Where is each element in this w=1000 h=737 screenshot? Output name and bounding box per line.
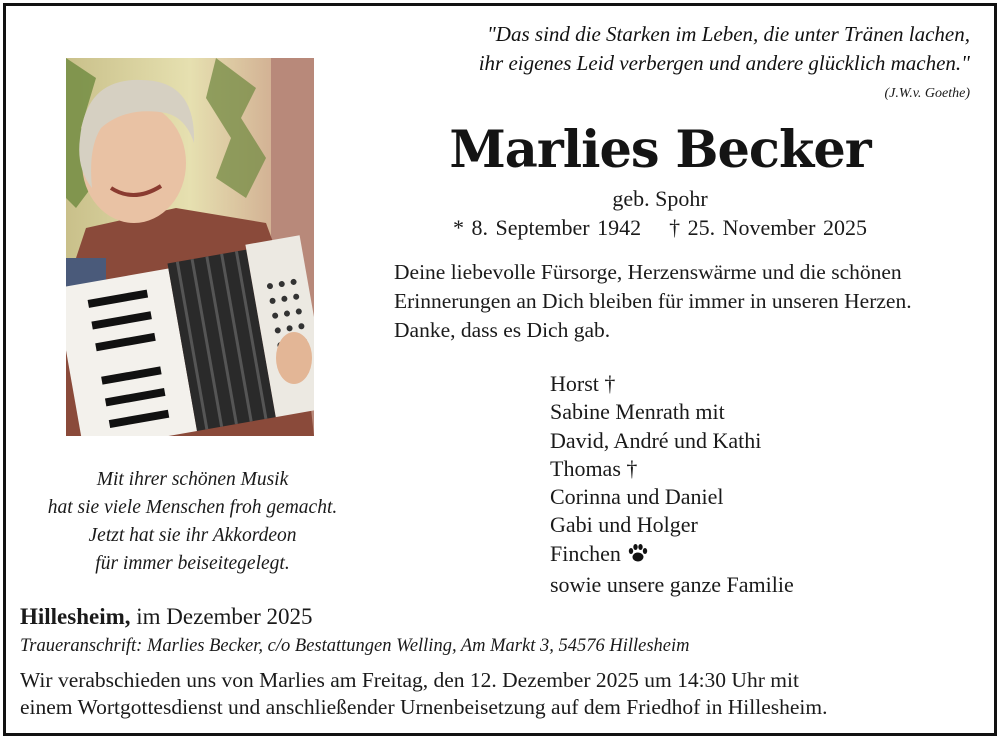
place-month: im Dezember 2025	[130, 604, 313, 629]
family-member: sowie unsere ganze Familie	[550, 572, 794, 598]
mourning-address: Traueranschrift: Marlies Becker, c/o Bestattungen Welling, Am Markt 3, 54576 Hillesheim	[20, 636, 690, 656]
pet-name: Finchen	[550, 540, 621, 566]
family-member-pet	[550, 540, 950, 571]
portrait-photo	[66, 58, 314, 436]
family-member: David, André und Kathi	[550, 427, 762, 453]
tribute-line: Danke, dass es Dich gab.	[394, 318, 611, 342]
service-info	[20, 667, 995, 721]
family-member: Thomas †	[550, 455, 638, 481]
birth-name: geb. Spohr	[612, 186, 708, 211]
goethe-quote	[450, 20, 970, 78]
death-date: † 25. November 2025	[669, 215, 867, 240]
quote-line: ihr eigenes Leid verbergen und andere glücklich machen."	[478, 51, 970, 75]
place-date	[20, 604, 313, 630]
family-member: Horst †	[550, 371, 616, 396]
tribute-text	[394, 258, 984, 345]
caption-line: Mit ihrer schönen Musik	[96, 469, 289, 490]
deceased-name: Marlies Becker	[449, 120, 871, 180]
tribute-line: Deine liebevolle Fürsorge, Herzenswärme und die schönen	[394, 260, 902, 284]
service-line: Wir verabschieden uns von Marlies am Freitag, den 12. Dezember 2025 um 14:30 Uhr mit	[20, 668, 799, 692]
paw-icon	[627, 542, 649, 571]
quote-author: (J.W.v. Goethe)	[884, 86, 970, 101]
tribute-line: Erinnerungen an Dich bleiben für immer in unseren Herzen.	[394, 289, 912, 313]
caption-line: Jetzt hat sie ihr Akkordeon	[88, 525, 297, 546]
place-town: Hillesheim,	[20, 604, 131, 629]
family-member: Corinna und Daniel	[550, 484, 724, 510]
birth-date: * 8. September 1942	[453, 215, 642, 240]
service-line: einem Wortgottesdienst und anschließender Urnenbeisetzung auf dem Friedhof in Hillesheim.	[20, 695, 828, 719]
quote-line: "Das sind die Starken im Leben, die unter Tränen lachen,	[486, 22, 970, 46]
caption-line: für immer beiseitegelegt.	[95, 553, 290, 574]
family-member: Sabine Menrath mit	[550, 399, 725, 425]
music-caption	[20, 466, 365, 578]
life-dates	[380, 215, 940, 241]
family-list	[550, 370, 950, 599]
caption-line: hat sie viele Menschen froh gemacht.	[47, 497, 338, 518]
family-member: Gabi und Holger	[550, 512, 698, 538]
